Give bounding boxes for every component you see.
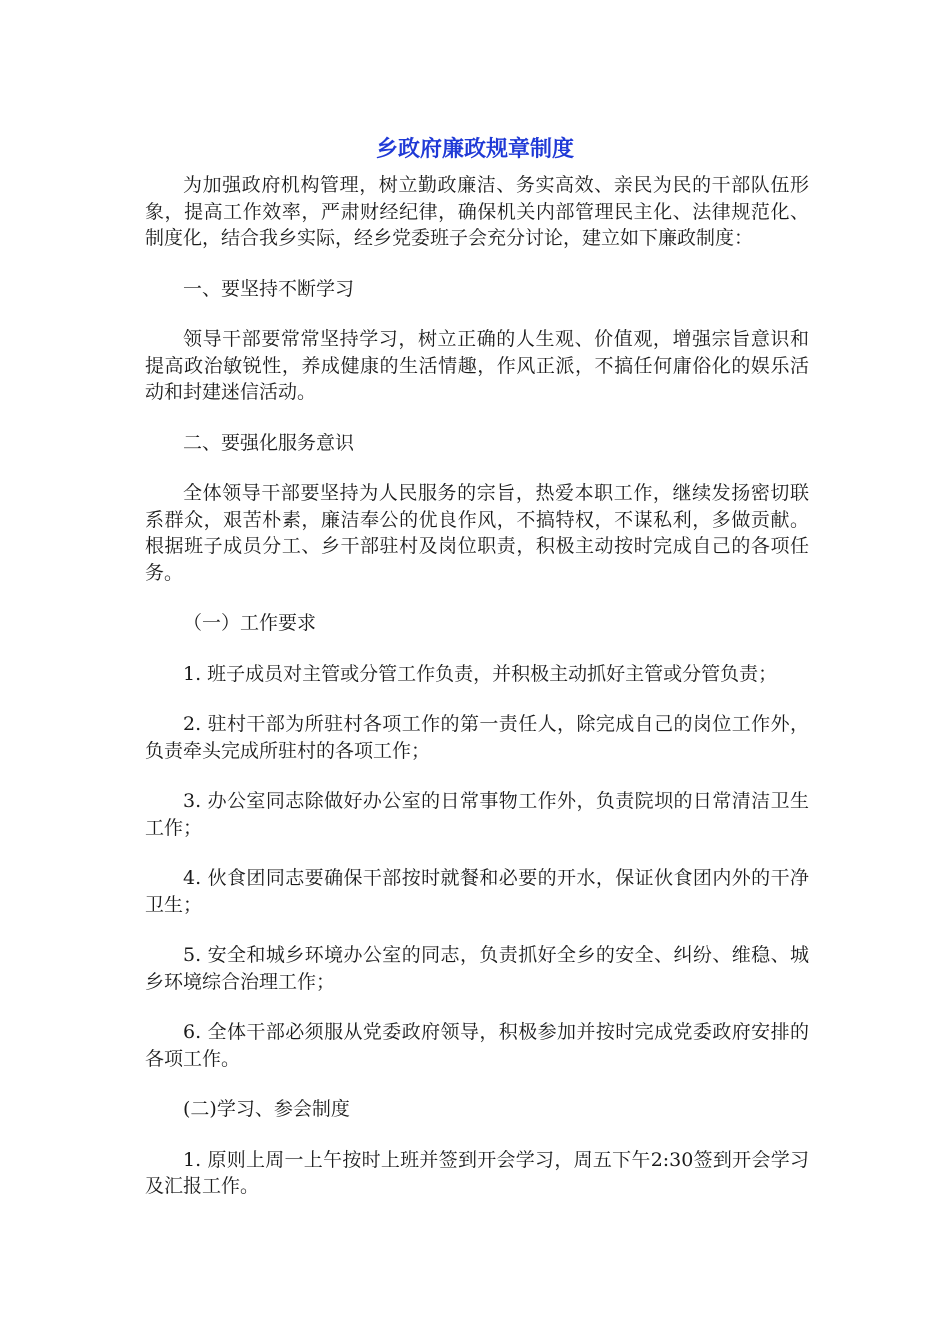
document-title: 乡政府廉政规章制度 (375, 137, 574, 162)
list-item: 1. 班子成员对主管或分管工作负责，并积极主动抓好主管或分管负责； (183, 662, 778, 685)
list-item: 4. 伙食团同志要确保干部按时就餐和必要的开水，保证伙食团内外的干净卫生； (145, 867, 809, 916)
subsection-heading-2: (二)学习、参会制度 (183, 1098, 350, 1120)
section-paragraph-1: 领导干部要常常坚持学习，树立正确的人生观、价值观，增强宗旨意识和提高政治敏锐性，养成健康的生活情趣，作风正派，不搞任何庸俗化的娱乐活动和封建迷信活动。 (145, 328, 809, 403)
section-heading-2: 二、要强化服务意识 (183, 431, 355, 454)
list-item: 2. 驻村干部为所驻村各项工作的第一责任人，除完成自己的岗位工作外，负责牵头完成所驻村的各项工作； (145, 713, 809, 762)
section-paragraph-2: 全体领导干部要坚持为人民服务的宗旨，热爱本职工作，继续发扬密切联系群众，艰苦朴素，廉洁奉公的优良作风，不搞特权，不谋私利，多做贡献。根据班子成员分工、乡干部驻村及岗位职责，积极主动按时完成自己的各项任务。 (145, 482, 809, 584)
list-item: 5. 安全和城乡环境办公室的同志，负责抓好全乡的安全、纠纷、维稳、城乡环境综合治理工作； (145, 944, 809, 993)
subsection-heading-1: （一）工作要求 (183, 612, 317, 634)
list-item: 1. 原则上周一上午按时上班并签到开会学习，周五下午2:30签到开会学习及汇报工作。 (145, 1148, 809, 1197)
document-body (145, 172, 809, 1200)
list-item: 3. 办公室同志除做好办公室的日常事物工作外，负责院坝的日常清洁卫生工作； (145, 790, 809, 839)
section-heading-1: 一、要坚持不断学习 (183, 277, 355, 300)
intro-paragraph: 为加强政府机构管理，树立勤政廉洁、务实高效、亲民为民的干部队伍形象，提高工作效率，严肃财经纪律，确保机关内部管理民主化、法律规范化、制度化，结合我乡实际，经乡党委班子会充分讨论，建立如下廉政制度： (145, 174, 809, 249)
list-item: 6. 全体干部必须服从党委政府领导，积极参加并按时完成党委政府安排的各项工作。 (145, 1021, 809, 1070)
